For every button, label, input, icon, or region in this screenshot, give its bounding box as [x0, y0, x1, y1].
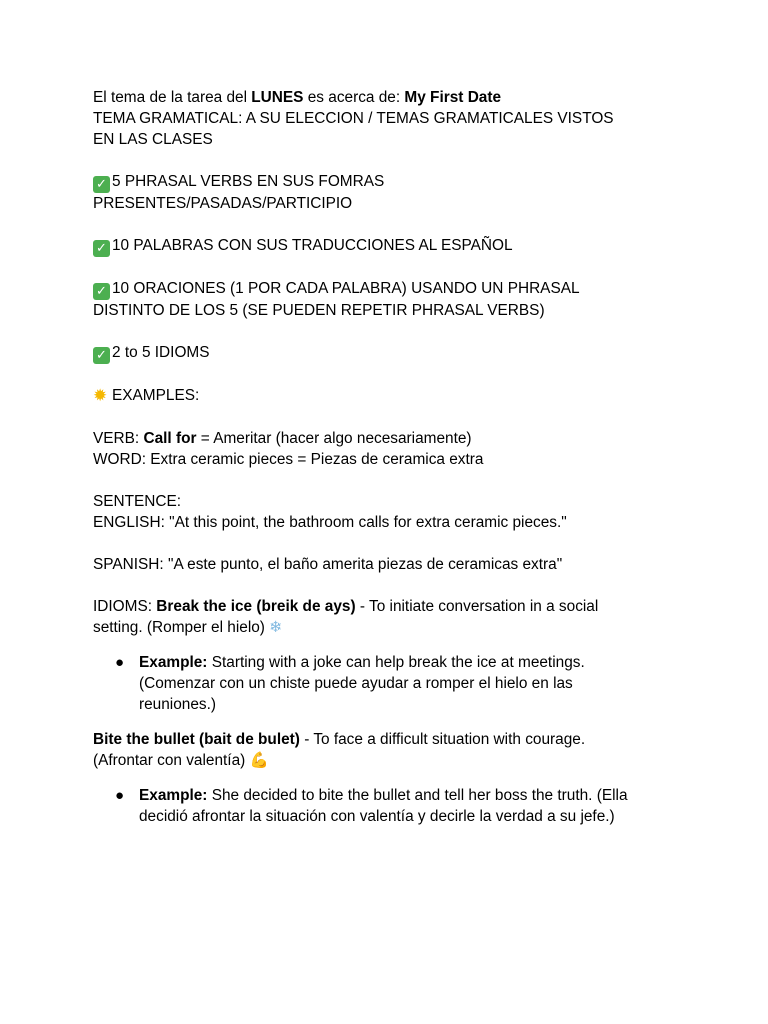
- idiom1-example-line2: (Comenzar con un chiste puede ayudar a romper el hielo en las: [139, 675, 573, 692]
- intro-middle: es acerca de:: [303, 89, 405, 106]
- bullet-icon: ●: [115, 787, 125, 804]
- intro-day: LUNES: [251, 89, 304, 106]
- req4-text: 2 to 5 IDIOMS: [112, 344, 210, 361]
- idiom1-term: Break the ice (breik de ays): [156, 598, 356, 615]
- idiom1-example-line3: reuniones.): [139, 696, 216, 713]
- idiom-bite-the-bullet-cont: [93, 750, 693, 771]
- sentence-label: SENTENCE:: [93, 493, 182, 510]
- idiom1-rest-line1: - To initiate conversation in a social: [355, 598, 599, 615]
- requirement-idioms: [93, 342, 693, 364]
- requirement-phrasal-verbs-cont: PRESENTES/PASADAS/PARTICIPIO: [93, 195, 353, 212]
- intro-prefix: El tema de la tarea del: [93, 89, 252, 106]
- flexed-biceps-icon: 💪: [249, 751, 269, 769]
- requirement-sentences: [93, 278, 693, 300]
- word-example: WORD: Extra ceramic pieces = Piezas de ceramica extra: [93, 451, 484, 468]
- req3-line1: 10 ORACIONES (1 POR CADA PALABRA) USANDO UN PHRASAL: [112, 280, 580, 297]
- idiom1-example-line1: [139, 652, 693, 673]
- req2-text: 10 PALABRAS CON SUS TRADUCCIONES AL ESPAÑOL: [112, 237, 513, 254]
- idiom2-example-text1: She decided to bite the bullet and tell her boss the truth. (Ella: [207, 787, 628, 804]
- tema-line-2: EN LAS CLASES: [93, 131, 213, 148]
- idiom2-example: [93, 785, 693, 827]
- snowflake-icon: ❄: [269, 618, 283, 636]
- spanish-sentence: SPANISH: "A este punto, el baño amerita piezas de ceramicas extra": [93, 556, 563, 573]
- idiom1-rest-line2: setting. (Romper el hielo): [93, 619, 270, 636]
- intro-topic: My First Date: [404, 89, 502, 106]
- check-mark-icon: ✓: [93, 347, 110, 364]
- verb-rest: = Ameritar (hacer algo necesariamente): [196, 430, 472, 447]
- idioms-prefix: IDIOMS:: [93, 598, 157, 615]
- requirement-phrasal-verbs: [93, 171, 693, 193]
- idiom-break-the-ice-cont: [93, 617, 693, 638]
- sparkle-star-icon: ✹: [93, 386, 108, 406]
- verb-example: [93, 428, 693, 449]
- check-mark-icon: ✓: [93, 176, 110, 193]
- idiom2-rest-line2: (Afrontar con valentía): [93, 752, 250, 769]
- english-sentence: ENGLISH: "At this point, the bathroom calls for extra ceramic pieces.": [93, 514, 567, 531]
- examples-label: EXAMPLES:: [112, 387, 200, 404]
- req1-line1: 5 PHRASAL VERBS EN SUS FOMRAS: [112, 173, 385, 190]
- document-body: [93, 87, 693, 827]
- idiom-break-the-ice: [93, 596, 693, 617]
- idiom-bite-the-bullet: [93, 729, 693, 750]
- intro-line: [93, 87, 693, 108]
- verb-term: Call for: [143, 430, 197, 447]
- verb-prefix: VERB:: [93, 430, 144, 447]
- requirement-sentences-cont: DISTINTO DE LOS 5 (SE PUEDEN REPETIR PHRASAL VERBS): [93, 302, 545, 319]
- check-mark-icon: ✓: [93, 283, 110, 300]
- tema-line-1: TEMA GRAMATICAL: A SU ELECCION / TEMAS GRAMATICALES VISTOS: [93, 110, 614, 127]
- idiom2-example-line2: decidió afrontar la situación con valentía y decirle la verdad a su jefe.): [139, 808, 615, 825]
- idiom1-example-label: Example:: [139, 654, 208, 671]
- bullet-icon: ●: [115, 654, 125, 671]
- requirement-words: [93, 235, 693, 257]
- idiom1-example: [93, 652, 693, 715]
- idiom2-example-line1: [139, 785, 693, 806]
- examples-heading: [93, 385, 693, 407]
- idiom2-example-label: Example:: [139, 787, 208, 804]
- idiom2-rest-line1: - To face a difficult situation with courage.: [299, 731, 586, 748]
- idiom1-example-text1: Starting with a joke can help break the ice at meetings.: [207, 654, 585, 671]
- check-mark-icon: ✓: [93, 240, 110, 257]
- idiom2-term: Bite the bullet (bait de bulet): [93, 731, 300, 748]
